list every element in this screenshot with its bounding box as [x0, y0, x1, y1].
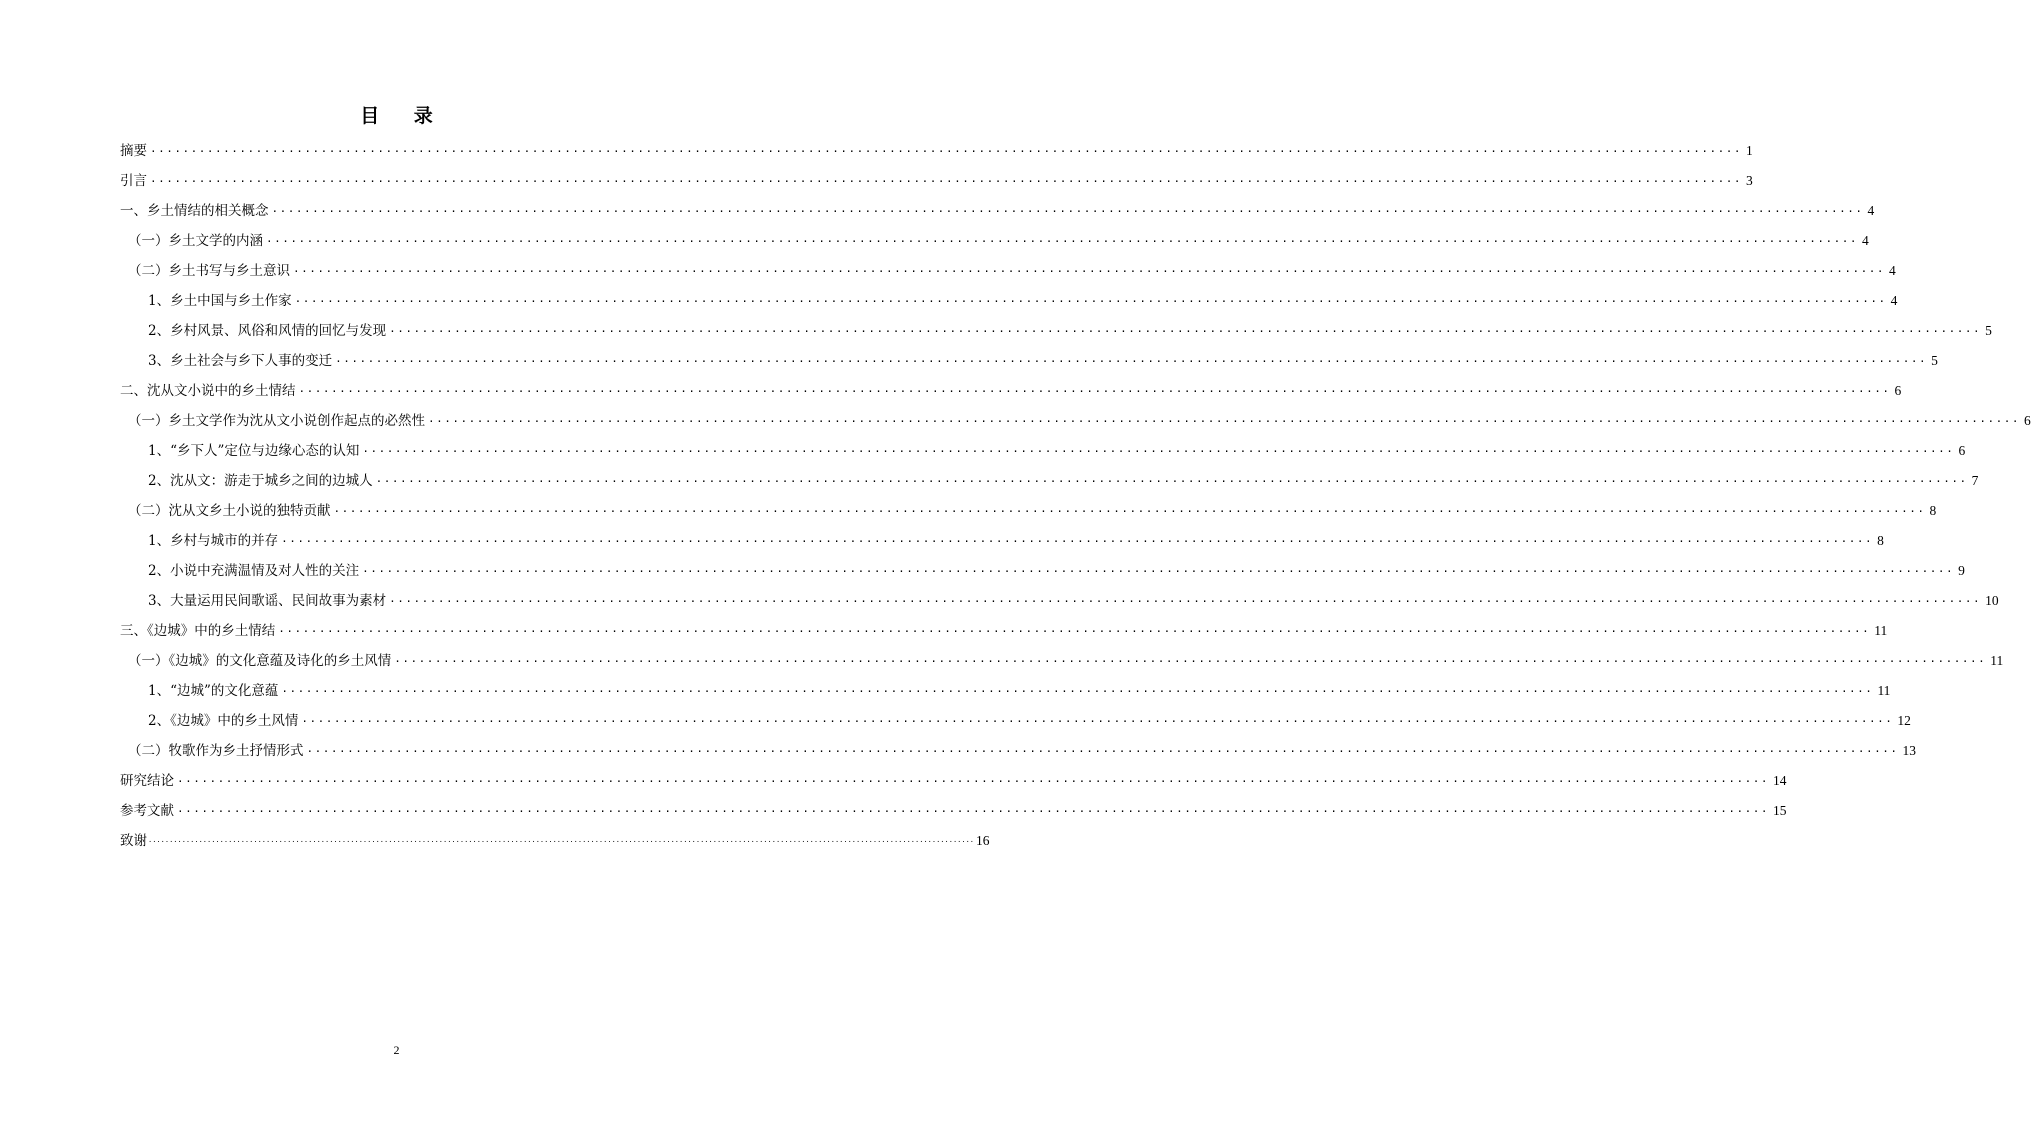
toc-entry-label: 摘要 — [120, 143, 147, 159]
toc-dot-leader: .................................................................................................................................................................................................... — [389, 322, 1982, 335]
toc-entry-label: 一、乡土情结的相关概念 — [120, 203, 269, 219]
toc-dot-leader: .................................................................................................................................................................................................... — [301, 712, 1894, 725]
toc-entry[interactable] — [120, 226, 1869, 256]
toc-entry[interactable] — [120, 316, 1992, 346]
toc-title: 目 录 — [360, 105, 447, 127]
toc-dot-leader: .................................................................................................................................................................................................... — [177, 772, 1770, 785]
toc-dot-leader: .................................................................................................................................................................................................... — [266, 232, 1859, 245]
toc-entry[interactable] — [120, 526, 1884, 556]
toc-dot-leader: .................................................................................................................................................................................................... — [362, 442, 1955, 455]
toc-dot-leader: .................................................................................................................................................................................................... — [271, 202, 1864, 215]
toc-entry[interactable] — [120, 406, 2031, 436]
toc-entry-page: 11 — [1990, 653, 2004, 668]
toc-entry[interactable] — [120, 706, 1911, 736]
toc-entry-page: 11 — [1874, 623, 1888, 638]
toc-entry[interactable] — [120, 436, 1966, 466]
toc-entry[interactable] — [120, 496, 1937, 526]
toc-dot-leader: .................................................................................................................................................................................................... — [177, 802, 1770, 815]
toc-entry[interactable] — [120, 166, 1753, 196]
toc-entry-label: 1、乡村与城市的并存 — [148, 533, 279, 549]
toc-dot-leader: .................................................................................................................................................................................................... — [394, 652, 1987, 665]
toc-entry[interactable] — [120, 136, 1753, 166]
toc-entry[interactable] — [120, 586, 1999, 616]
toc-entry[interactable] — [120, 826, 990, 856]
toc-entry[interactable] — [120, 766, 1787, 796]
toc-entry-label: 3、乡土社会与乡下人事的变迁 — [148, 353, 333, 369]
toc-entry-label: 1、“乡下人”定位与边缘心态的认知 — [148, 443, 360, 459]
toc-entry-page: 4 — [1862, 233, 1869, 248]
toc-dot-leader: .................................................................................................................................................................................................... — [293, 262, 1886, 275]
toc-dot-leader: .................................................................................................................................................................................................... — [150, 172, 1743, 185]
toc-entry-page: 3 — [1746, 173, 1753, 188]
toc-dot-leader: .................................................................................................................................................................................................... — [333, 502, 1926, 515]
toc-entry[interactable] — [120, 376, 1902, 406]
toc-dot-leader: .................................................................................................................................................................................................... — [281, 682, 1874, 695]
toc-dot-leader: .................................................................................................................................................................................................... — [298, 382, 1891, 395]
toc-dot-leader: .................................................................................................................................................................................................... — [281, 532, 1874, 545]
toc-entry[interactable] — [120, 256, 1896, 286]
toc-entry-page: 5 — [1931, 353, 1938, 368]
toc-entry-label: 二、沈从文小说中的乡土情结 — [120, 383, 296, 399]
toc-entry-page: 6 — [1894, 383, 1902, 398]
toc-entry[interactable] — [120, 556, 1965, 586]
toc-entry-page: 7 — [1971, 473, 1979, 488]
toc-dot-leader: .................................................................................................................................................................................................... — [362, 562, 1955, 575]
toc-entry[interactable] — [120, 196, 1875, 226]
toc-dot-leader: .................................................................................................................................................................................................... — [375, 472, 1968, 485]
toc-entry[interactable] — [120, 676, 1891, 706]
toc-entry-page: 6 — [2024, 413, 2031, 428]
toc-entry-label: 2、《边城》中的乡土风情 — [148, 713, 299, 729]
toc-entry-page: 4 — [1867, 203, 1875, 218]
toc-entry-label: 引言 — [120, 173, 147, 189]
toc-entry-page: 16 — [976, 833, 990, 848]
toc-dot-leader: .................................................................................................................................................................................................... — [428, 412, 2021, 425]
toc-entry-label: 2、乡村风景、风俗和风情的回忆与发现 — [148, 323, 387, 339]
toc-dot-leader: .................................................................................................................................................................................................... — [148, 836, 975, 844]
toc-entry-page: 1 — [1746, 143, 1753, 158]
toc-entry-label: 研究结论 — [120, 773, 174, 789]
toc-entry-page: 4 — [1890, 293, 1898, 308]
toc-entry-label: （二）乡土书写与乡土意识 — [128, 263, 290, 279]
toc-entry-page: 14 — [1773, 773, 1787, 788]
toc-dot-leader: .................................................................................................................................................................................................... — [150, 142, 1743, 155]
toc-entry-page: 12 — [1897, 713, 1911, 728]
toc-dot-leader: .................................................................................................................................................................................................... — [294, 292, 1887, 305]
toc-entry-label: 2、小说中充满温情及对人性的关注 — [148, 563, 360, 579]
toc-entry[interactable] — [120, 466, 1979, 496]
toc-dot-leader: .................................................................................................................................................................................................... — [335, 352, 1928, 365]
toc-entry[interactable] — [120, 736, 1917, 766]
toc-entry[interactable] — [120, 646, 2004, 676]
toc-entry-label: （二）牧歌作为乡土抒情形式 — [128, 743, 304, 759]
toc-entry-page: 10 — [1985, 593, 1999, 608]
toc-entry[interactable] — [120, 616, 1888, 646]
toc-entry-page: 8 — [1877, 533, 1884, 548]
toc-entry-label: 1、“边城”的文化意蕴 — [148, 683, 279, 699]
toc-entry-page: 5 — [1985, 323, 1992, 338]
toc-entry-label: （二）沈从文乡土小说的独特贡献 — [128, 503, 331, 519]
toc-entry-page: 4 — [1889, 263, 1896, 278]
toc-entry-label: 致谢 — [120, 833, 147, 849]
toc-entry-label: （一）乡土文学作为沈从文小说创作起点的必然性 — [128, 413, 425, 429]
toc-entry-label: （一）乡土文学的内涵 — [128, 233, 263, 249]
page-number: 2 — [393, 1043, 400, 1057]
toc-entry-page: 6 — [1958, 443, 1966, 458]
toc-entry-page: 13 — [1902, 743, 1917, 758]
toc-entry-page: 9 — [1958, 563, 1965, 578]
toc-dot-leader: .................................................................................................................................................................................................... — [389, 592, 1982, 605]
toc-entry-label: 2、沈从文：游走于城乡之间的边城人 — [148, 473, 373, 489]
toc-entry[interactable] — [120, 286, 1898, 316]
toc-entry[interactable] — [120, 346, 1938, 376]
toc-entry-label: 三、《边城》中的乡土情结 — [120, 623, 276, 639]
toc-dot-leader: .................................................................................................................................................................................................... — [306, 742, 1899, 755]
toc-entry[interactable] — [120, 796, 1787, 826]
toc-entry-page: 15 — [1773, 803, 1787, 818]
toc-entry-label: 1、乡土中国与乡土作家 — [148, 293, 292, 309]
toc-entry-page: 11 — [1877, 683, 1891, 698]
toc-entry-label: （一）《边城》的文化意蕴及诗化的乡土风情 — [128, 653, 392, 669]
table-of-contents — [120, 136, 2031, 856]
toc-dot-leader: .................................................................................................................................................................................................... — [278, 622, 1871, 635]
toc-entry-page: 8 — [1929, 503, 1937, 518]
toc-entry-label: 3、大量运用民间歌谣、民间故事为素材 — [148, 593, 387, 609]
toc-entry-label: 参考文献 — [120, 803, 174, 819]
